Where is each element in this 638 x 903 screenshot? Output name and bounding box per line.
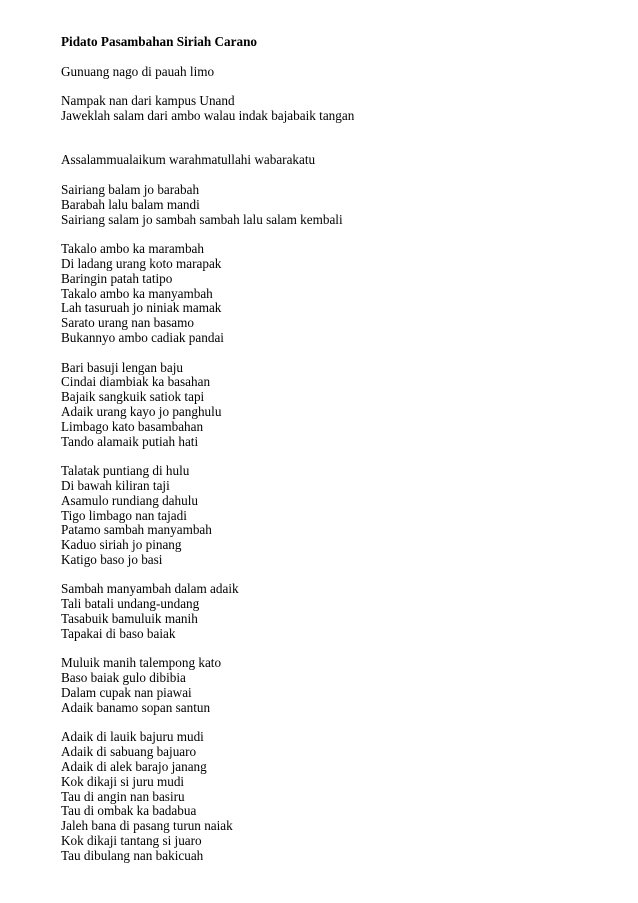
poem-line: Dalam cupak nan piawai [61,685,192,701]
poem-line: Tau di angin nan basiru [61,788,185,804]
poem-line: Barabah lalu balam mandi [61,196,200,212]
stanza [61,94,621,124]
poem-line: Tau di ombak ka badabua [61,803,197,819]
poem-line: Patamo sambah manyambah [61,522,212,538]
poem-line: Limbago kato basambahan [61,418,204,434]
poem-line: Tasabuik bamuluik manih [61,611,198,627]
poem-line: Tigo limbago nan tajadi [61,507,187,523]
poem-line: Muluik manih talempong kato [61,655,222,671]
poem-line: Takalo ambo ka manyambah [61,285,213,301]
poem-line: Adaik di alek barajo janang [61,759,207,775]
stanza [61,242,621,346]
document-page [61,35,621,878]
poem-line: Katigo baso jo basi [61,551,163,567]
poem-line: Bari basuji lengan baju [61,359,183,375]
poem-line: Tando alamaik putiah hati [61,433,199,449]
stanza [61,582,621,641]
stanza [61,730,621,863]
stanza [61,153,621,168]
poem-line: Lah tasuruah jo niniak mamak [61,300,222,316]
poem-line: Asamulo rundiang dahulu [61,492,198,508]
poem-line: Di bawah kiliran taji [61,477,170,493]
poem-line: Adaik urang kayo jo panghulu [61,403,222,419]
poem-line: Adaik banamo sopan santun [61,699,211,715]
document-title: Pidato Pasambahan Siriah Carano [61,34,258,49]
poem-line: Tali batali undang-undang [61,596,200,612]
poem-line: Sairiang balam jo barabah [61,181,200,197]
poem-line: Bajaik sangkuik satiok tapi [61,389,205,405]
poem-body [61,65,621,864]
poem-line: Baso baiak gulo dibibia [61,670,186,686]
poem-line: Kaduo siriah jo pinang [61,537,182,553]
poem-line: Adaik di sabuang bajuaro [61,744,197,760]
poem-line: Takalo ambo ka marambah [61,241,204,257]
poem-line: Sambah manyambah dalam adaik [61,581,239,597]
poem-line: Adaik di lauik bajuru mudi [61,729,204,745]
poem-line: Jaleh bana di pasang turun naiak [61,818,233,834]
stanza [61,361,621,450]
poem-line: Assalammualaikum warahmatullahi wabarakatu [61,152,316,168]
poem-line: Sairiang salam jo sambah sambah lalu salam kembali [61,211,343,227]
poem-line: Kok dikaji si juru mudi [61,773,185,789]
poem-line: Sarato urang nan basamo [61,315,194,331]
stanza [61,656,621,715]
poem-line: Cindai diambiak ka basahan [61,374,211,390]
poem-line: Tapakai di baso baiak [61,625,176,641]
stanza [61,65,621,80]
poem-line: Bukannyo ambo cadiak pandai [61,329,224,345]
poem-line: Kok dikaji tantang si juaro [61,833,202,849]
poem-line: Baringin patah tatipo [61,270,173,286]
poem-line: Gunuang nago di pauah limo [61,63,215,79]
poem-line: Tau dibulang nan bakicuah [61,847,204,863]
poem-line: Di ladang urang koto marapak [61,255,222,271]
stanza [61,183,621,227]
poem-line: Nampak nan dari kampus Unand [61,93,235,109]
poem-line: Jaweklah salam dari ambo walau indak bajabaik tangan [61,107,355,123]
poem-line: Talatak puntiang di hulu [61,463,190,479]
stanza [61,464,621,568]
